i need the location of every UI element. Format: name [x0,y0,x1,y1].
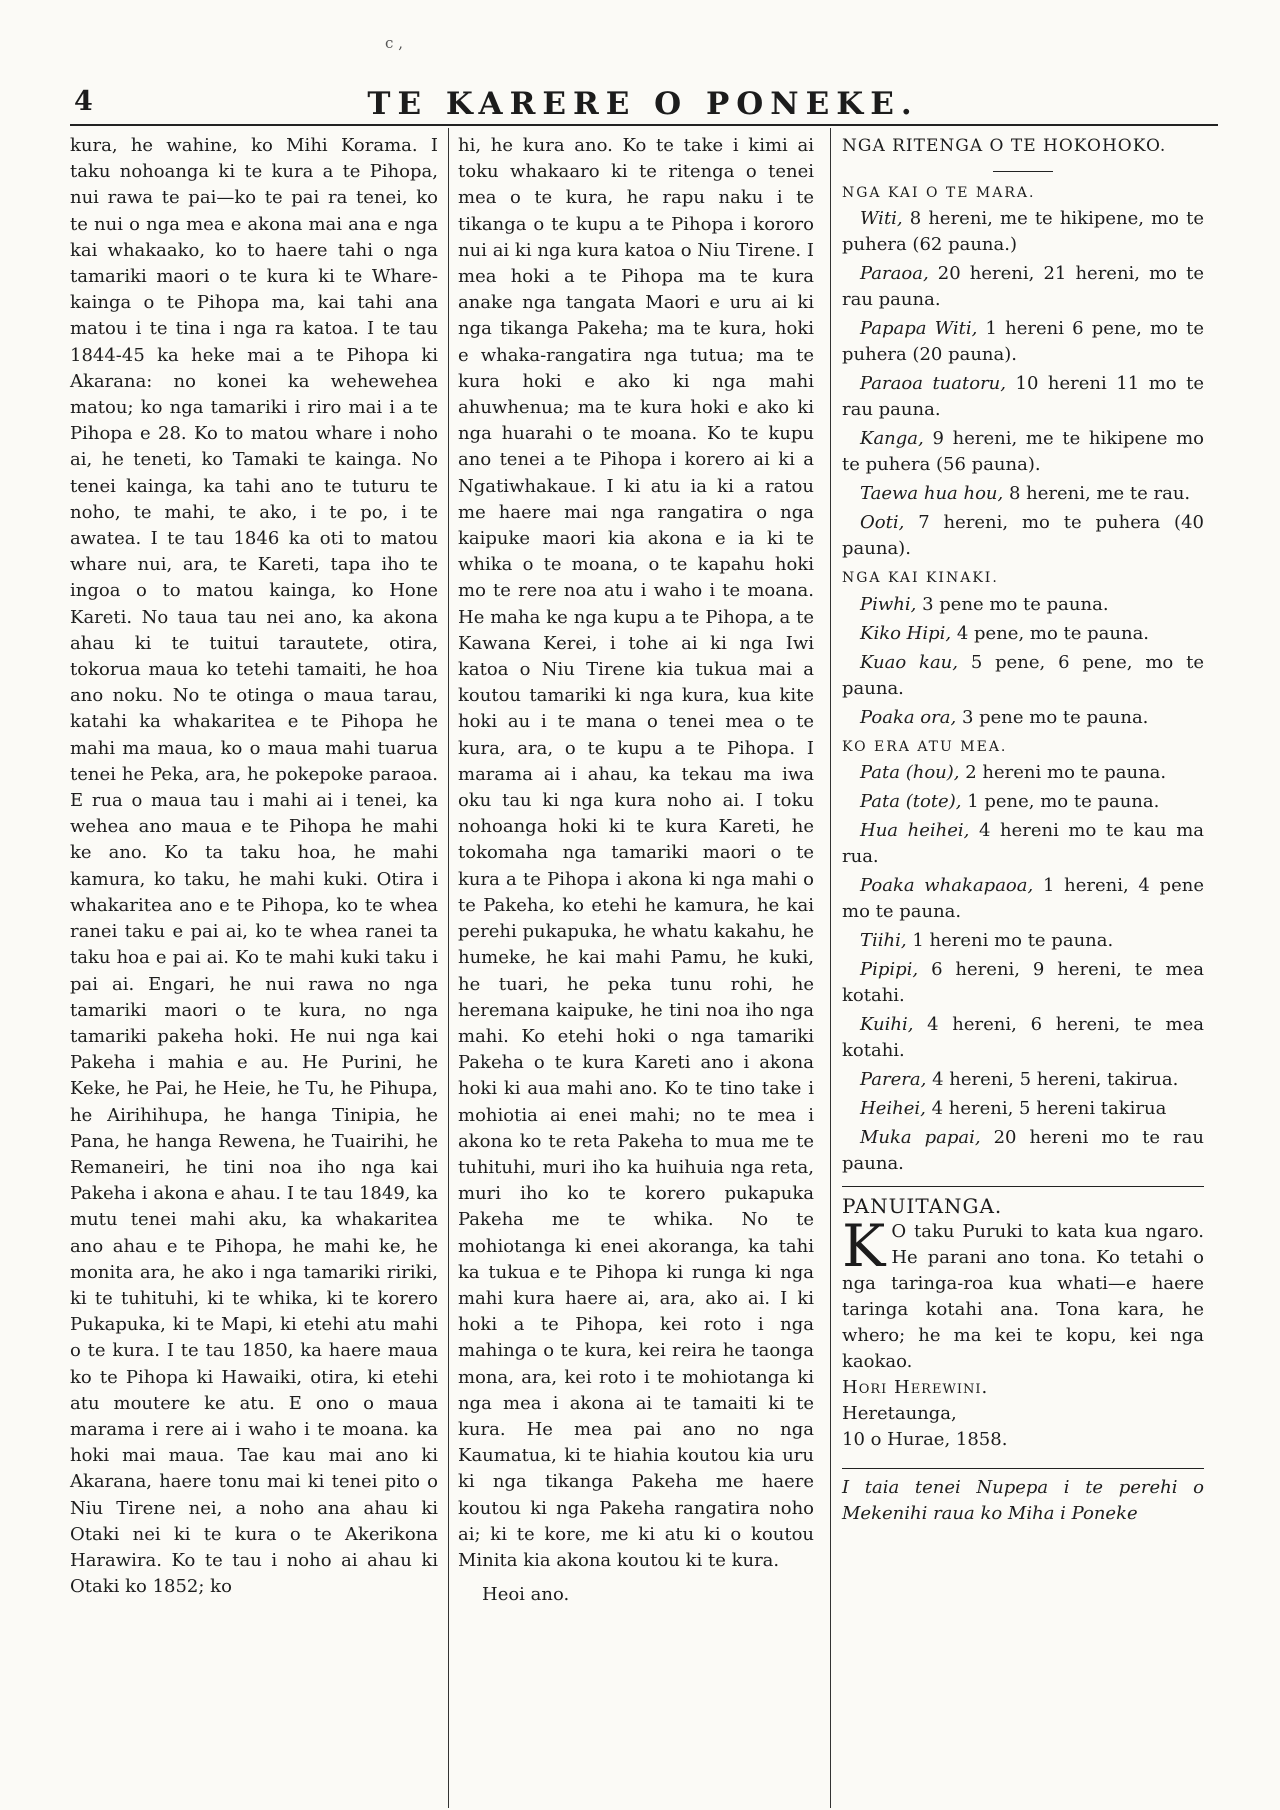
price-item [842,621,1204,650]
price-item-detail: 10 hereni 11 mo te rau pauna. [842,373,1204,421]
title-rule [993,171,1053,172]
price-item-name: Papapa Witi, [860,318,978,340]
price-item-detail: 9 hereni, me te hikipene mo te puhera (56 pauna). [842,428,1204,476]
page-header [68,80,1218,124]
section-title-meat: NGA KAI KINAKI. [842,570,999,587]
price-item [842,426,1204,481]
price-item-name: Pipipi, [860,958,919,980]
price-item [842,1067,1204,1096]
price-item-name: Pata (tote), [860,790,962,812]
price-item [842,818,1204,873]
imprint-footer: I taia tenei Nupepa i te perehi o Mekenihi raua ko Miha i Poneke [842,1476,1204,1524]
price-item-detail: 20 hereni, 21 hereni, mo te rau pauna. [842,263,1204,311]
price-item [842,371,1204,426]
price-item [842,705,1204,734]
price-item-detail: 3 pene mo te pauna. [922,593,1109,615]
column-divider-2 [830,128,831,1808]
notice-rule [842,1186,1204,1187]
price-item-name: Parera, [860,1068,927,1090]
notice-date: 10 o Hurae, 1858. [842,1429,1008,1451]
price-item [842,760,1204,789]
price-item-name: Paraoa tuatoru, [860,373,1006,395]
price-item-name: Kanga, [860,428,924,450]
price-item-detail: 4 hereni, 6 hereni, te mea kotahi. [842,1013,1204,1061]
column-right [842,133,1204,1527]
masthead-title: TE KARERE O PONEKE. [367,86,919,122]
price-item-detail: 6 hereni, 9 hereni, te mea kotahi. [842,958,1204,1006]
price-list-other [842,760,1204,1180]
price-item [842,261,1204,316]
price-item-detail: 1 hereni 6 pene, mo te puhera (20 pauna). [842,318,1205,366]
price-item-detail: 4 hereni, 5 hereni, takirua. [932,1068,1179,1090]
price-item-name: Heihei, [860,1097,926,1119]
article-closing: Heoi ano. [482,1584,570,1606]
price-item-detail: 4 pene, mo te pauna. [956,622,1150,644]
price-item-detail: 4 hereni mo te kau ma rua. [842,819,1205,867]
price-item-name: Poaka ora, [860,706,957,728]
price-item [842,510,1204,565]
price-item-detail: 8 hereni, me te hikipene, mo te puhera (62 pauna.) [842,208,1204,256]
notice-text: O taku Puruki to kata kua ngaro. He parani ano tona. Ko tetahi o nga taringa-roa kua whati—e haere taringa kotahi ana. Tona kara, he whero; he ma kei te kopu, kei nga kaokao. [842,1221,1204,1373]
notice-signature: Hori Herewini. [842,1377,989,1399]
price-item [842,481,1204,510]
notice-dropcap: K [842,1212,886,1281]
price-item-detail: 20 hereni mo te rau pauna. [842,1126,1204,1174]
price-item [842,1012,1204,1067]
price-item-name: Piwhi, [860,593,917,615]
price-item [842,1096,1204,1125]
page-number: 4 [74,86,93,117]
price-item-detail: 1 pene, mo te pauna. [967,790,1160,812]
price-item [842,206,1204,261]
print-mark: c ‚ [385,34,403,52]
price-item [842,592,1204,621]
notice-title: PANUITANGA. [842,1193,1003,1218]
price-item [842,957,1204,1012]
price-item-name: Taewa hua hou, [860,483,1004,505]
column-left [70,133,438,1600]
price-item [842,873,1204,928]
price-item-name: Ooti, [860,512,905,534]
article-text-left: kura, he wahine, ko Mihi Korama. I taku nohoanga ki te kura a te Pihopa, nui rawa te pai—ko te pai ra tenei, ko te nui o nga mea e akona mai ana e nga kai whakaako, ko to haere tahi o nga tamariki maori o te kura ki te Whare-kainga o te Pihopa ma, kai tahi ana matou i te tina i nga ra katoa. I te tau 1844-45 ka heke mai a te Pihopa ki Akarana: no konei ka wehewehea matou; ko nga tamariki i riro mai i a te Pihopa e 28. Ko to matou whare i noho ai, he teneti, ko Tamaki te kainga. No tenei kainga, ka tahi ano te tuturu te noho, te mahi, te ako, i te po, i te awatea. I te tau 1846 ka oti to matou whare nui, ara, te Kareti, tapa iho te ingoa o to matou kainga, ko Hone Kareti. No taua tau nei ano, ka akona ahau ki te tuitui tarautete, otira, tokorua maua ko tetehi tamaiti, he hoa ano noku. No te otinga o maua tarau, katahi ka whakaritea e te Pihopa he mahi ma maua, ko o maua mahi tuarua tenei he Peka, ara, he pokepoke paraoa. E rua o maua tau i mahi ai i tenei, ka wehea ano maua e te Pihopa he mahi ke ano. Ko ta taku hoa, he mahi kamura, ko taku, he mahi kuki. Otira i whakaritea ano e te Pihopa, ko te whea ranei taku e pai ai, ko te whea ranei ta taku hoa e pai ai. Ko te mahi kuki taku i pai ai. Engari, he nui rawa no nga tamariki maori o te kura, no nga tamariki pakeha hoki. He nui nga kai Pakeha i mahia e au. He Purini, he Keke, he Pai, he Heie, he Tu, he Pihupa, he Airihihupa, he hanga Tinipia, he Pana, he hanga Rewena, he Tuairihi, he Remaneiri, he tini noa iho nga kai Pakeha i akona e ahau. I te tau 1849, ka mutu tenei mahi aku, ka whakaritea ano ahau e te Pihopa, he mahi ke, he monita ara, he ako i nga tamariki ririki, ki te tuhituhi, ki te whika, ki te korero Pukapuka, ki te Mapi, ki etehi atu mahi o te kura. I te tau 1850, ka haere maua ko te Pihopa ki Hawaiki, otira, ki etehi atu moutere ke atu. E ono o maua marama i rere ai i waho i te moana. ka hoki mai maua. Tae kau mai ano ki Akarana, haere tonu mai ki tenei pito o Niu Tirene nei, a noho ana ahau ki Otaki nei ki te kura o te Akerikona Harawira. Ko te tau i noho ai ahau ki Otaki ko 1852; ko [70,135,438,1598]
price-item-detail: 5 pene, 6 pene, mo te pauna. [842,651,1204,699]
footer-rule [842,1468,1204,1469]
price-item [842,650,1204,705]
prices-title: NGA RITENGA O TE HOKOHOKO. [842,136,1167,156]
article-text-middle: hi, he kura ano. Ko te take i kimi ai toku whakaaro ki te ritenga o tenei mea o te kura, he rapu naku i te tikanga o te kupu a te Pihopa i kororo nui ai ki nga kura katoa o Niu Tirene. I mea hoki a te Pihopa ma te kura anake nga tangata Maori e uru ai ki nga tikanga Pakeha; ma te kura, hoki e whaka-rangatira nga tutua; ma te kura hoki e ako ki nga mahi ahuwhenua; ma te kura hoki e ako ki nga huarahi o te moana. Ko te kupu ano tenei a te Pihopa i korero ai ki a Ngatiwhakaue. I ki atu ia ki a ratou me haere mai nga rangatira o nga kaipuke maori kia akona e ia ki te whika o te moana, o te kapahu hoki mo te rere noa atu i waho i te moana. He maha ke nga kupu a te Pihopa, a te Kawana Kerei, i tohe ai ki nga Iwi katoa o Niu Tirene kia tukua mai a koutou tamariki ki nga kura, kua kite hoki au i te mana o tenei mea o te kura, ara, o te kupu a te Pihopa. I marama ai i ahau, ka tekau ma iwa oku tau ki nga kura noho ai. I toku nohoanga hoki ki te kura Kareti, he tokomaha nga tamariki maori o te kura a te Pihopa i akona ki nga mahi o te Pakeha, ko etehi he kamura, he kai perehi pukapuka, he whatu kakahu, he humeke, he kai mahi Pamu, he kuki, he tuari, he peka tunu rohi, he heremana kaipuke, he tini noa iho nga mahi. Ko etehi hoki o nga tamariki Pakeha o te kura Kareti ano i akona hoki ki aua mahi ano. Ko te tino take i mohiotia ai enei mahi; no te mea i akona ko te reta Pakeha to mua me te tuhituhi, muri iho ka huihuia nga reta, muri iho ko te korero pukapuka Pakeha me te whika. No te mohiotanga ki enei akoranga, ka tahi ka tukua e te Pihopa ki runga ki nga mahi kura haere ai, ara, ako ai. I ki hoki a te Pihopa, kei roto i nga mahinga o te kura, kei reira he taonga mona, ara, kei roto i te mohiotanga ki nga mea i akona ai te tamaiti ki te kura. He mea pai ano no nga Kaumatua, ki te hiahia koutou kia uru ki nga tikanga Pakeha me haere koutou ki nga Pakeha rangatira noho ai; ki te kore, me ki atu ki o koutou Minita kia akona koutou ki te kura. [458,135,814,1571]
price-item-name: Tiihi, [860,929,907,951]
price-list-garden [842,206,1204,565]
price-item-detail: 7 hereni, mo te puhera (40 pauna). [842,512,1204,560]
price-item [842,316,1204,371]
price-item-detail: 3 pene mo te pauna. [961,706,1149,728]
price-item-name: Kiko Hipi, [860,622,952,644]
price-item-name: Poaka whakapaoa, [860,874,1034,896]
notice-body [842,1212,1204,1375]
section-title-other: KO ERA ATU MEA. [842,738,1008,755]
price-item-name: Kuao kau, [860,651,958,673]
price-item-detail: 8 hereni, me te rau. [1008,483,1191,505]
price-list-meat [842,592,1204,734]
price-item-detail: 2 hereni mo te pauna. [965,761,1167,783]
price-item-name: Pata (hou), [860,761,960,783]
price-item-name: Hua heihei, [860,819,970,841]
price-item [842,928,1204,957]
header-rule [70,124,1218,126]
column-divider-1 [448,128,449,1808]
price-item-detail: 1 hereni, 4 pene mo te pauna. [842,874,1204,922]
section-title-garden: NGA KAI O TE MARA. [842,185,1036,202]
price-item [842,1125,1204,1180]
column-middle [458,133,814,1608]
price-item-name: Kuihi, [860,1013,914,1035]
notice-place: Heretaunga, [842,1403,957,1425]
price-item-name: Muka papai, [860,1126,981,1148]
price-item-name: Paraoa, [860,263,929,285]
price-item-detail: 1 hereni mo te pauna. [912,929,1114,951]
price-item-name: Witi, [860,208,903,230]
price-item [842,789,1204,818]
price-item-detail: 4 hereni, 5 hereni takirua [931,1097,1167,1119]
